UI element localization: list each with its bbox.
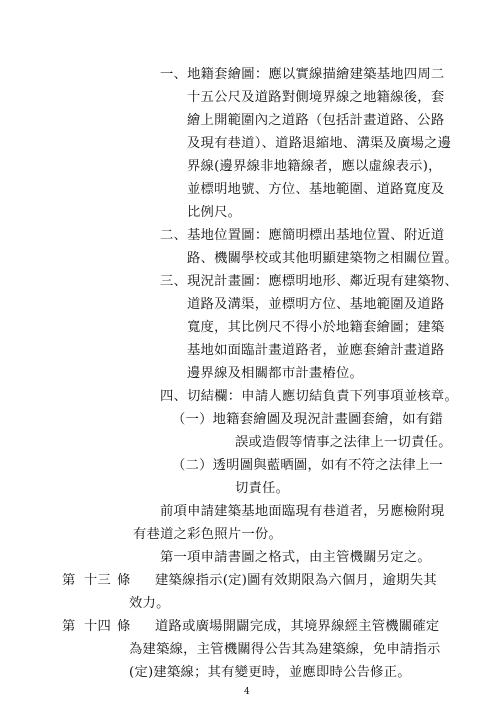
item4-line-1: 四、切結欄：申請人應切結負責下列事項並核章。 bbox=[160, 389, 459, 404]
item3-line-3: 寬度，其比例尺不得小於地籍套繪圖；建築 bbox=[187, 320, 445, 335]
item1-line-7: 比例尺。 bbox=[187, 205, 242, 220]
article-14-line-1: 道路或廣場開闢完成，其境界線經主管機關確定 bbox=[155, 619, 440, 634]
article-14-suffix: 條 bbox=[117, 619, 131, 634]
article-13-number: 十三 bbox=[84, 573, 112, 588]
note-line-1: 前項申請建築基地面臨現有巷道者，另應檢附現 bbox=[160, 504, 445, 519]
item1-line-1: 一、地籍套繪圖：應以實線描繪建築基地四周二 bbox=[160, 67, 445, 82]
item1-line-3: 繪上開範圍內之道路（包括計畫道路、公路 bbox=[187, 113, 445, 128]
article-14-line-2: 為建築線，主管機關得公告其為建築線，免申請指示 bbox=[129, 642, 441, 657]
item3-line-1: 三、現況計畫圖：應標明地形、鄰近現有建築物、 bbox=[160, 274, 459, 289]
article-13-suffix: 條 bbox=[117, 573, 131, 588]
sub1-line-2: 誤或造假等情事之法律上一切責任。 bbox=[235, 435, 452, 450]
item1-line-6: 並標明地號、方位、基地範圍、道路寬度及 bbox=[187, 182, 445, 197]
article-14-prefix: 第 bbox=[62, 619, 76, 634]
article-14-number: 十四 bbox=[84, 619, 112, 634]
article-13-label bbox=[62, 573, 131, 589]
note-line-3: 第一項申請書圖之格式，由主管機關另定之。 bbox=[160, 550, 431, 565]
item1-line-5: 界線(邊界線非地籍線者，應以虛線表示)， bbox=[187, 159, 442, 174]
article-13-prefix: 第 bbox=[62, 573, 76, 588]
sub1-line-1: （一）地籍套繪圖及現況計畫圖套繪，如有錯 bbox=[172, 412, 443, 427]
article-13-line-1: 建築線指示(定)圖有效期限為六個月，逾期失其 bbox=[155, 573, 437, 588]
item1-line-2: 十五公尺及道路對側境界線之地籍線後，套 bbox=[187, 90, 445, 105]
page-number: 4 bbox=[244, 687, 250, 697]
item2-line-1: 二、基地位置圖：應簡明標出基地位置、附近道 bbox=[160, 228, 445, 243]
note-line-2: 有巷道之彩色照片一份。 bbox=[133, 527, 283, 542]
sub2-line-2: 切責任。 bbox=[235, 481, 290, 496]
article-14-line-3: (定)建築線；其有變更時，並應即時公告修正。 bbox=[129, 665, 411, 680]
sub2-line-1: （二）透明圖與藍晒圖，如有不符之法律上一 bbox=[172, 458, 443, 473]
article-13-line-2: 效力。 bbox=[129, 596, 170, 611]
article-14-label bbox=[62, 619, 131, 635]
item3-line-5: 邊界線及相關都市計畫樁位。 bbox=[187, 366, 364, 381]
item2-line-2: 路、機關學校或其他明顯建築物之相關位置。 bbox=[187, 251, 458, 266]
item3-line-4: 基地如面臨計畫道路者，並應套繪計畫道路 bbox=[187, 343, 445, 358]
item1-line-4: 及現有巷道）、道路退縮地、溝渠及廣場之邊 bbox=[187, 136, 452, 151]
item3-line-2: 道路及溝渠，並標明方位、基地範圍及道路 bbox=[187, 297, 445, 312]
